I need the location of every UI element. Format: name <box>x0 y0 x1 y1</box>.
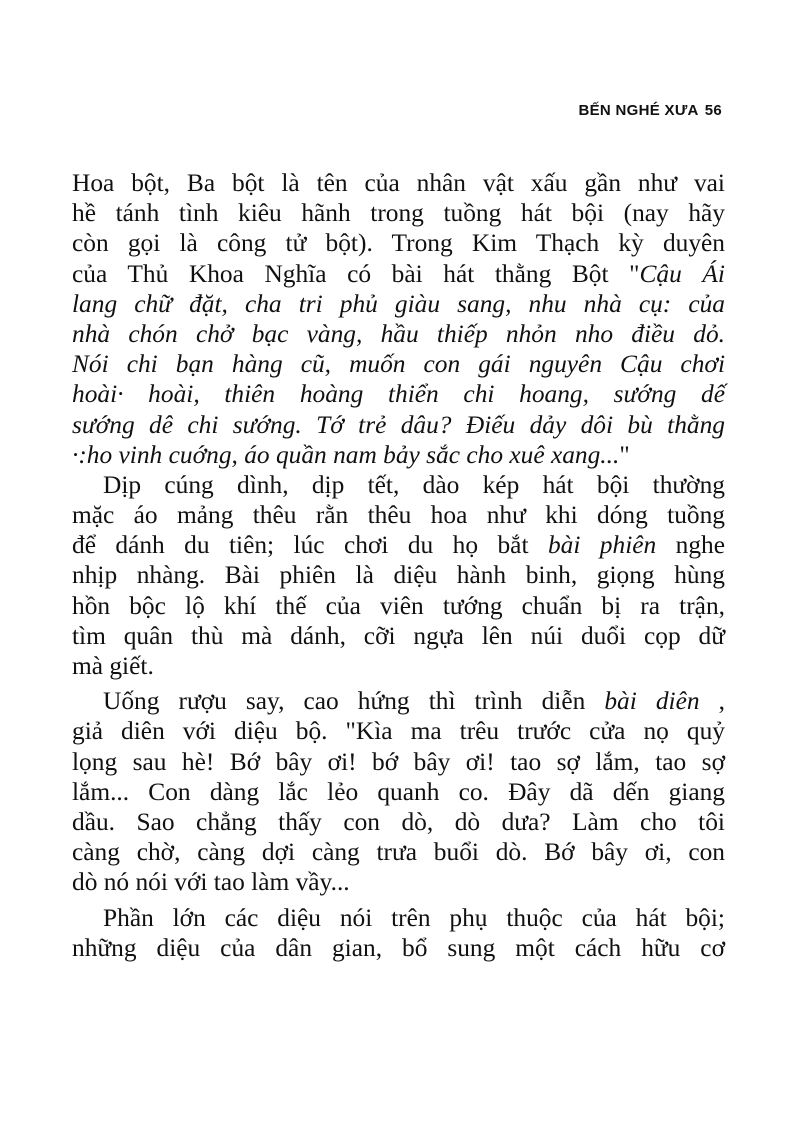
paragraph-2 <box>72 470 725 681</box>
page-number: 56 <box>704 102 722 119</box>
text-line <box>72 259 725 289</box>
paragraph-3 <box>72 686 725 897</box>
text-fragment: " <box>619 440 630 469</box>
italic-fragment: ·:ho vinh cuớng, áo quần nam bảy sắc cho xuê xang... <box>72 440 620 469</box>
text-line: Hoa bột, Ba bột là tên của nhân vật xấu gần như vai <box>72 169 725 197</box>
text-line: nhịp nhàng. Bài phiên là diệu hành binh, giọng hùng <box>72 561 725 590</box>
text-line: dầu. Sao chẳng thấy con dò, dò dưa? Làm cho tôi <box>72 807 725 836</box>
text-line <box>72 686 725 716</box>
text-line: mặc áo mảng thêu rằn thêu hoa như khi dóng tuồng <box>72 501 725 530</box>
running-header <box>400 102 722 119</box>
body-text <box>72 168 725 963</box>
text-fragment: Uống rượu say, cao hứng thì trình diễn <box>103 687 605 716</box>
text-line: tìm quân thù mà dánh, cỡi ngựa lên núi duổi cọp dữ <box>72 621 725 650</box>
text-line: sướng dê chi sướng. Tớ trẻ dâu? Điếu dảy dôi bù thằng <box>72 410 725 439</box>
text-line: lọng sau hè! Bớ bây ơi! bớ bây ơi! tao sợ lắm, tao sợ <box>72 747 725 776</box>
italic-fragment: Cậu Ái <box>639 259 725 288</box>
text-fragment: nghe <box>656 531 725 560</box>
text-line: nhà chón chở bạc vàng, hầu thiếp nhỏn nho điều dỏ. <box>72 319 725 348</box>
text-line: hồn bộc lộ khí thế của viên tướng chuẩn bị ra trận, <box>72 591 725 620</box>
italic-fragment: bài diên <box>604 687 700 716</box>
italic-fragment: bài phiên <box>547 531 657 560</box>
paragraph-1 <box>72 168 725 470</box>
book-title: BẾN NGHÉ XƯA <box>578 102 699 119</box>
text-line: hề tánh tình kiêu hãnh trong tuồng hát bội (nay hãy <box>72 199 725 228</box>
text-line: giả diên với diệu bộ. "Kìa ma trêu trước cửa nọ quỷ <box>72 717 725 746</box>
text-line: Nói chi bạn hàng cũ, muốn con gái nguyên Cậu chơi <box>72 350 725 379</box>
text-line: càng chờ, càng dợi càng trưa buổi dò. Bớ bây ơi, con <box>72 838 725 867</box>
text-line: hoài· hoài, thiên hoàng thiển chi hoang, sướng dế <box>72 380 725 409</box>
text-fragment: để dánh du tiên; lúc chơi du họ bắt <box>72 531 548 560</box>
text-fragment: của Thủ Khoa Nghĩa có bài hát thằng Bột " <box>72 259 640 288</box>
text-line: mà giết. <box>72 652 154 680</box>
text-line: lắm... Con dàng lắc lẻo quanh co. Đây dã dến giang <box>72 777 725 806</box>
text-line: lang chữ đặt, cha tri phủ giàu sang, nhu nhà cụ: của <box>72 289 725 318</box>
text-line <box>72 530 725 560</box>
text-line: Phần lớn các diệu nói trên phụ thuộc của hát bội; <box>103 903 725 932</box>
paragraph-4 <box>72 903 725 963</box>
text-line: Dịp cúng dình, dịp tết, dào kép hát bội thường <box>103 470 725 499</box>
text-line: dò nó nói với tao làm vầy... <box>72 868 350 897</box>
text-line <box>72 440 725 470</box>
text-line: còn gọi là công tử bột). Trong Kim Thạch kỳ duyên <box>72 229 725 258</box>
text-fragment: , <box>699 687 725 716</box>
text-line: những diệu của dân gian, bổ sung một cách hữu cơ <box>72 933 725 962</box>
